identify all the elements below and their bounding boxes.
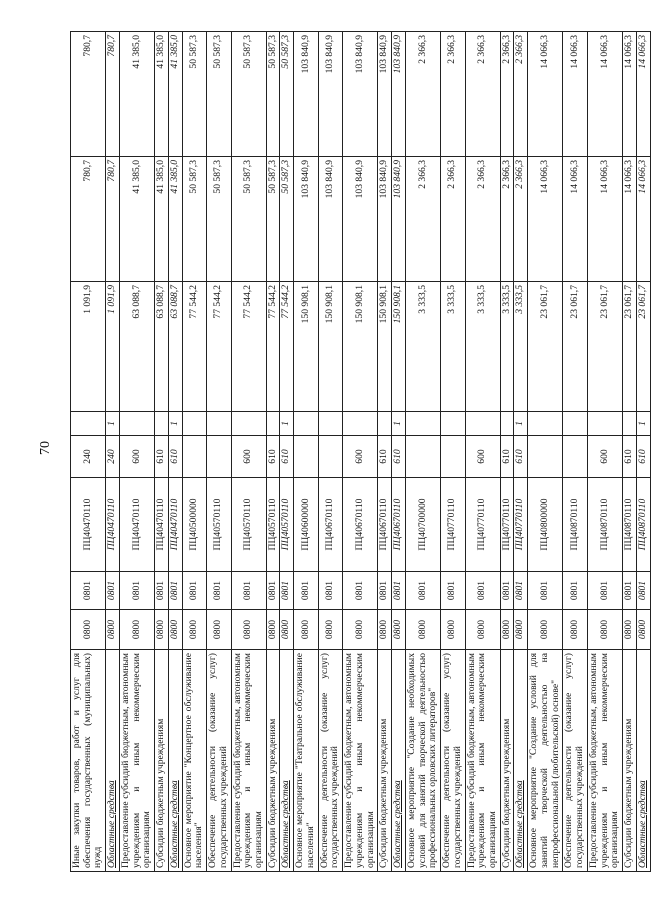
row-subsection: 0801 — [318, 572, 342, 610]
row-name: Основное мероприятие "Создание необходимых условий для занятий творческой деятельностью профессиональных орловских литераторов" — [405, 650, 440, 872]
row-name: Предоставление субсидий бюджетным, автономным учреждениям и иным некоммерческим организациям — [231, 650, 266, 872]
row-amount-3: 50 587,3 — [182, 32, 206, 157]
row-name: Субсидии бюджетным учреждениям — [500, 650, 514, 872]
row-amount-1: 3 333,5 — [500, 282, 514, 412]
row-amount-1: 23 061,7 — [636, 282, 650, 412]
table-row — [587, 32, 622, 872]
row-expense-type — [563, 436, 587, 478]
table-row — [343, 32, 378, 872]
row-amount-1: 23 061,7 — [623, 282, 637, 412]
row-amount-2: 780,7 — [106, 157, 120, 282]
row-name: Субсидии бюджетным учреждениям — [155, 650, 169, 872]
table-row — [71, 32, 106, 872]
row-name: Областные средства — [106, 650, 120, 872]
row-name: Предоставление субсидий бюджетным, автономным учреждениям и иным некоммерческим организациям — [343, 650, 378, 872]
row-amount-1: 77 544,2 — [266, 282, 280, 412]
row-flag — [155, 412, 169, 436]
row-amount-3: 780,7 — [106, 32, 120, 157]
row-amount-1: 3 333,5 — [465, 282, 500, 412]
row-amount-2: 41 385,0 — [155, 157, 169, 282]
row-target-article: ПЦ40600000 — [294, 478, 318, 572]
row-amount-3: 50 587,3 — [207, 32, 231, 157]
row-amount-1: 77 544,2 — [231, 282, 266, 412]
row-amount-2: 14 066,3 — [636, 157, 650, 282]
row-expense-type: 610 — [636, 436, 650, 478]
row-amount-3: 41 385,0 — [168, 32, 182, 157]
row-subsection: 0801 — [231, 572, 266, 610]
row-section: 0800 — [563, 610, 587, 650]
row-subsection: 0801 — [378, 572, 392, 610]
table-row — [266, 32, 280, 872]
row-name: Обеспечение деятельности (оказание услуг) государственных учреждений — [441, 650, 465, 872]
table-row — [405, 32, 440, 872]
row-flag — [378, 412, 392, 436]
row-amount-2: 103 840,9 — [343, 157, 378, 282]
row-expense-type: 610 — [155, 436, 169, 478]
row-amount-2: 50 587,3 — [231, 157, 266, 282]
row-subsection: 0801 — [168, 572, 182, 610]
row-amount-2: 14 066,3 — [587, 157, 622, 282]
row-name: Предоставление субсидий бюджетным, автономным учреждениям и иным некоммерческим организациям — [119, 650, 154, 872]
row-amount-3: 41 385,0 — [155, 32, 169, 157]
row-subsection: 0801 — [280, 572, 294, 610]
row-subsection: 0801 — [392, 572, 406, 610]
row-amount-1: 1 091,9 — [71, 282, 106, 412]
table-row — [231, 32, 266, 872]
row-flag — [528, 412, 563, 436]
row-amount-1: 150 908,1 — [378, 282, 392, 412]
row-expense-type: 610 — [623, 436, 637, 478]
row-expense-type: 610 — [378, 436, 392, 478]
row-flag: 1 — [514, 412, 528, 436]
row-expense-type — [441, 436, 465, 478]
row-name: Предоставление субсидий бюджетным, автономным учреждениям и иным некоммерческим организациям — [465, 650, 500, 872]
row-amount-2: 2 366,3 — [405, 157, 440, 282]
row-amount-2: 14 066,3 — [563, 157, 587, 282]
row-amount-1: 77 544,2 — [207, 282, 231, 412]
row-section: 0800 — [623, 610, 637, 650]
row-section: 0800 — [378, 610, 392, 650]
row-name: Обеспечение деятельности (оказание услуг) государственных учреждений — [207, 650, 231, 872]
row-section: 0800 — [587, 610, 622, 650]
rotated-table-container — [70, 32, 648, 872]
table-row — [514, 32, 528, 872]
row-target-article: ПЦ40800000 — [528, 478, 563, 572]
row-flag — [231, 412, 266, 436]
page-number: 70 — [38, 441, 53, 455]
row-amount-3: 50 587,3 — [266, 32, 280, 157]
row-name: Субсидии бюджетным учреждениям — [378, 650, 392, 872]
table-row — [280, 32, 294, 872]
row-subsection: 0801 — [623, 572, 637, 610]
table-row — [119, 32, 154, 872]
row-subsection: 0801 — [563, 572, 587, 610]
row-amount-3: 2 366,3 — [465, 32, 500, 157]
table-row — [465, 32, 500, 872]
row-section: 0800 — [266, 610, 280, 650]
row-section: 0800 — [500, 610, 514, 650]
row-amount-1: 23 061,7 — [563, 282, 587, 412]
row-amount-1: 150 908,1 — [392, 282, 406, 412]
table-row — [155, 32, 169, 872]
row-subsection: 0801 — [500, 572, 514, 610]
row-expense-type — [182, 436, 206, 478]
row-subsection: 0801 — [119, 572, 154, 610]
row-amount-1: 63 088,7 — [155, 282, 169, 412]
row-amount-3: 103 840,9 — [343, 32, 378, 157]
row-flag: 1 — [168, 412, 182, 436]
row-section: 0800 — [119, 610, 154, 650]
table-row — [182, 32, 206, 872]
row-section: 0800 — [343, 610, 378, 650]
row-subsection: 0801 — [636, 572, 650, 610]
row-name: Иные закупки товаров, работ и услуг для обеспечения государственных (муниципальных) нужд — [71, 650, 106, 872]
row-target-article: ПЦ40870110 — [563, 478, 587, 572]
row-expense-type — [318, 436, 342, 478]
row-expense-type: 600 — [119, 436, 154, 478]
row-target-article: ПЦ40470110 — [168, 478, 182, 572]
row-subsection: 0801 — [106, 572, 120, 610]
row-amount-1: 3 333,5 — [405, 282, 440, 412]
row-target-article: ПЦ40770110 — [441, 478, 465, 572]
table-row — [623, 32, 637, 872]
row-amount-2: 50 587,3 — [207, 157, 231, 282]
row-subsection: 0801 — [465, 572, 500, 610]
row-section: 0800 — [155, 610, 169, 650]
row-amount-3: 50 587,3 — [231, 32, 266, 157]
row-name: Основное мероприятие "Концертное обслуживание населения" — [182, 650, 206, 872]
row-subsection: 0801 — [71, 572, 106, 610]
row-expense-type: 600 — [343, 436, 378, 478]
row-expense-type: 600 — [231, 436, 266, 478]
row-flag: 1 — [636, 412, 650, 436]
row-amount-3: 2 366,3 — [500, 32, 514, 157]
row-section: 0800 — [318, 610, 342, 650]
row-amount-2: 50 587,3 — [280, 157, 294, 282]
row-amount-3: 14 066,3 — [623, 32, 637, 157]
row-name: Обеспечение деятельности (оказание услуг) государственных учреждений — [563, 650, 587, 872]
row-amount-1: 23 061,7 — [587, 282, 622, 412]
row-target-article: ПЦ40570110 — [231, 478, 266, 572]
row-target-article: ПЦ40770110 — [514, 478, 528, 572]
row-amount-1: 150 908,1 — [318, 282, 342, 412]
row-section: 0800 — [231, 610, 266, 650]
row-expense-type — [528, 436, 563, 478]
row-target-article: ПЦ40570110 — [207, 478, 231, 572]
row-amount-2: 103 840,9 — [378, 157, 392, 282]
row-flag: 1 — [392, 412, 406, 436]
row-amount-3: 103 840,9 — [392, 32, 406, 157]
row-subsection: 0801 — [343, 572, 378, 610]
budget-table — [70, 31, 651, 872]
row-amount-2: 780,7 — [71, 157, 106, 282]
row-amount-2: 103 840,9 — [318, 157, 342, 282]
row-amount-3: 2 366,3 — [514, 32, 528, 157]
row-subsection: 0801 — [182, 572, 206, 610]
row-name: Субсидии бюджетным учреждениям — [623, 650, 637, 872]
table-row — [392, 32, 406, 872]
row-target-article: ПЦ40700000 — [405, 478, 440, 572]
row-section: 0800 — [106, 610, 120, 650]
row-target-article: ПЦ40570110 — [280, 478, 294, 572]
row-subsection: 0801 — [266, 572, 280, 610]
row-section: 0800 — [182, 610, 206, 650]
row-amount-3: 2 366,3 — [405, 32, 440, 157]
row-target-article: ПЦ40670110 — [318, 478, 342, 572]
row-name: Областные средства — [392, 650, 406, 872]
row-subsection: 0801 — [294, 572, 318, 610]
row-flag — [441, 412, 465, 436]
row-amount-3: 103 840,9 — [318, 32, 342, 157]
row-amount-2: 50 587,3 — [266, 157, 280, 282]
row-expense-type: 240 — [71, 436, 106, 478]
row-amount-1: 150 908,1 — [343, 282, 378, 412]
row-amount-3: 14 066,3 — [528, 32, 563, 157]
row-amount-2: 103 840,9 — [294, 157, 318, 282]
table-row — [207, 32, 231, 872]
row-target-article: ПЦ40770110 — [500, 478, 514, 572]
row-target-article: ПЦ40500000 — [182, 478, 206, 572]
row-amount-3: 103 840,9 — [294, 32, 318, 157]
row-name: Областные средства — [636, 650, 650, 872]
row-amount-2: 2 366,3 — [500, 157, 514, 282]
row-expense-type: 610 — [392, 436, 406, 478]
row-amount-2: 14 066,3 — [528, 157, 563, 282]
row-target-article: ПЦ40470110 — [71, 478, 106, 572]
row-amount-3: 14 066,3 — [587, 32, 622, 157]
row-section: 0800 — [465, 610, 500, 650]
row-amount-1: 3 333,5 — [514, 282, 528, 412]
table-row — [294, 32, 318, 872]
row-flag — [71, 412, 106, 436]
row-section: 0800 — [441, 610, 465, 650]
row-target-article: ПЦ40470110 — [119, 478, 154, 572]
row-target-article: ПЦ40670110 — [378, 478, 392, 572]
table-row — [168, 32, 182, 872]
row-subsection: 0801 — [528, 572, 563, 610]
row-amount-3: 14 066,3 — [563, 32, 587, 157]
row-amount-2: 2 366,3 — [465, 157, 500, 282]
row-expense-type: 240 — [106, 436, 120, 478]
row-subsection: 0801 — [587, 572, 622, 610]
row-flag — [318, 412, 342, 436]
budget-table-body — [71, 32, 651, 872]
row-flag — [405, 412, 440, 436]
table-row — [563, 32, 587, 872]
row-expense-type: 600 — [465, 436, 500, 478]
table-row — [528, 32, 563, 872]
row-expense-type — [207, 436, 231, 478]
row-amount-3: 103 840,9 — [378, 32, 392, 157]
row-expense-type — [405, 436, 440, 478]
row-target-article: ПЦ40670110 — [392, 478, 406, 572]
row-amount-1: 23 061,7 — [528, 282, 563, 412]
row-amount-3: 2 366,3 — [441, 32, 465, 157]
row-target-article: ПЦ40470110 — [155, 478, 169, 572]
row-amount-1: 63 088,7 — [168, 282, 182, 412]
row-target-article: ПЦ40670110 — [343, 478, 378, 572]
row-name: Обеспечение деятельности (оказание услуг) государственных учреждений — [318, 650, 342, 872]
row-name: Областные средства — [168, 650, 182, 872]
row-subsection: 0801 — [155, 572, 169, 610]
row-target-article: ПЦ40770110 — [465, 478, 500, 572]
row-expense-type: 610 — [168, 436, 182, 478]
row-section: 0800 — [514, 610, 528, 650]
table-row — [441, 32, 465, 872]
row-subsection: 0801 — [207, 572, 231, 610]
row-flag — [182, 412, 206, 436]
row-amount-2: 41 385,0 — [168, 157, 182, 282]
row-amount-2: 50 587,3 — [182, 157, 206, 282]
row-amount-3: 780,7 — [71, 32, 106, 157]
row-flag — [587, 412, 622, 436]
row-name: Основное мероприятие "Создание условий для занятий творческой деятельностью на непрофессиональной (любительской) основе" — [528, 650, 563, 872]
table-row — [318, 32, 342, 872]
row-target-article: ПЦ40470110 — [106, 478, 120, 572]
row-section: 0800 — [71, 610, 106, 650]
row-expense-type — [294, 436, 318, 478]
table-row — [378, 32, 392, 872]
row-flag: 1 — [106, 412, 120, 436]
row-flag — [207, 412, 231, 436]
row-expense-type: 610 — [500, 436, 514, 478]
row-amount-1: 3 333,5 — [441, 282, 465, 412]
row-section: 0800 — [294, 610, 318, 650]
row-name: Основное мероприятие "Театральное обслуживание населения" — [294, 650, 318, 872]
row-section: 0800 — [636, 610, 650, 650]
row-amount-2: 2 366,3 — [441, 157, 465, 282]
table-row — [636, 32, 650, 872]
row-amount-2: 14 066,3 — [623, 157, 637, 282]
row-name: Субсидии бюджетным учреждениям — [266, 650, 280, 872]
row-expense-type: 610 — [280, 436, 294, 478]
row-target-article: ПЦ40870110 — [623, 478, 637, 572]
row-section: 0800 — [168, 610, 182, 650]
row-flag — [465, 412, 500, 436]
row-expense-type: 600 — [587, 436, 622, 478]
row-amount-1: 77 544,2 — [182, 282, 206, 412]
row-section: 0800 — [405, 610, 440, 650]
row-section: 0800 — [392, 610, 406, 650]
table-row — [106, 32, 120, 872]
row-amount-1: 150 908,1 — [294, 282, 318, 412]
row-expense-type: 610 — [266, 436, 280, 478]
row-flag: 1 — [280, 412, 294, 436]
row-subsection: 0801 — [405, 572, 440, 610]
row-amount-1: 1 091,9 — [106, 282, 120, 412]
row-name: Областные средства — [514, 650, 528, 872]
row-target-article: ПЦ40870110 — [587, 478, 622, 572]
row-flag — [500, 412, 514, 436]
row-amount-2: 2 366,3 — [514, 157, 528, 282]
row-subsection: 0801 — [441, 572, 465, 610]
row-flag — [266, 412, 280, 436]
row-amount-3: 14 066,3 — [636, 32, 650, 157]
row-amount-3: 50 587,3 — [280, 32, 294, 157]
row-amount-1: 77 544,2 — [280, 282, 294, 412]
row-amount-1: 63 088,7 — [119, 282, 154, 412]
row-section: 0800 — [207, 610, 231, 650]
row-flag — [119, 412, 154, 436]
row-subsection: 0801 — [514, 572, 528, 610]
row-flag — [563, 412, 587, 436]
row-section: 0800 — [528, 610, 563, 650]
row-amount-2: 41 385,0 — [119, 157, 154, 282]
row-amount-3: 41 385,0 — [119, 32, 154, 157]
row-amount-2: 103 840,9 — [392, 157, 406, 282]
row-name: Предоставление субсидий бюджетным, автономным учреждениям и иным некоммерческим организациям — [587, 650, 622, 872]
row-expense-type: 610 — [514, 436, 528, 478]
row-target-article: ПЦ40870110 — [636, 478, 650, 572]
row-flag — [343, 412, 378, 436]
table-row — [500, 32, 514, 872]
row-name: Областные средства — [280, 650, 294, 872]
row-target-article: ПЦ40570110 — [266, 478, 280, 572]
row-flag — [294, 412, 318, 436]
row-flag — [623, 412, 637, 436]
row-section: 0800 — [280, 610, 294, 650]
